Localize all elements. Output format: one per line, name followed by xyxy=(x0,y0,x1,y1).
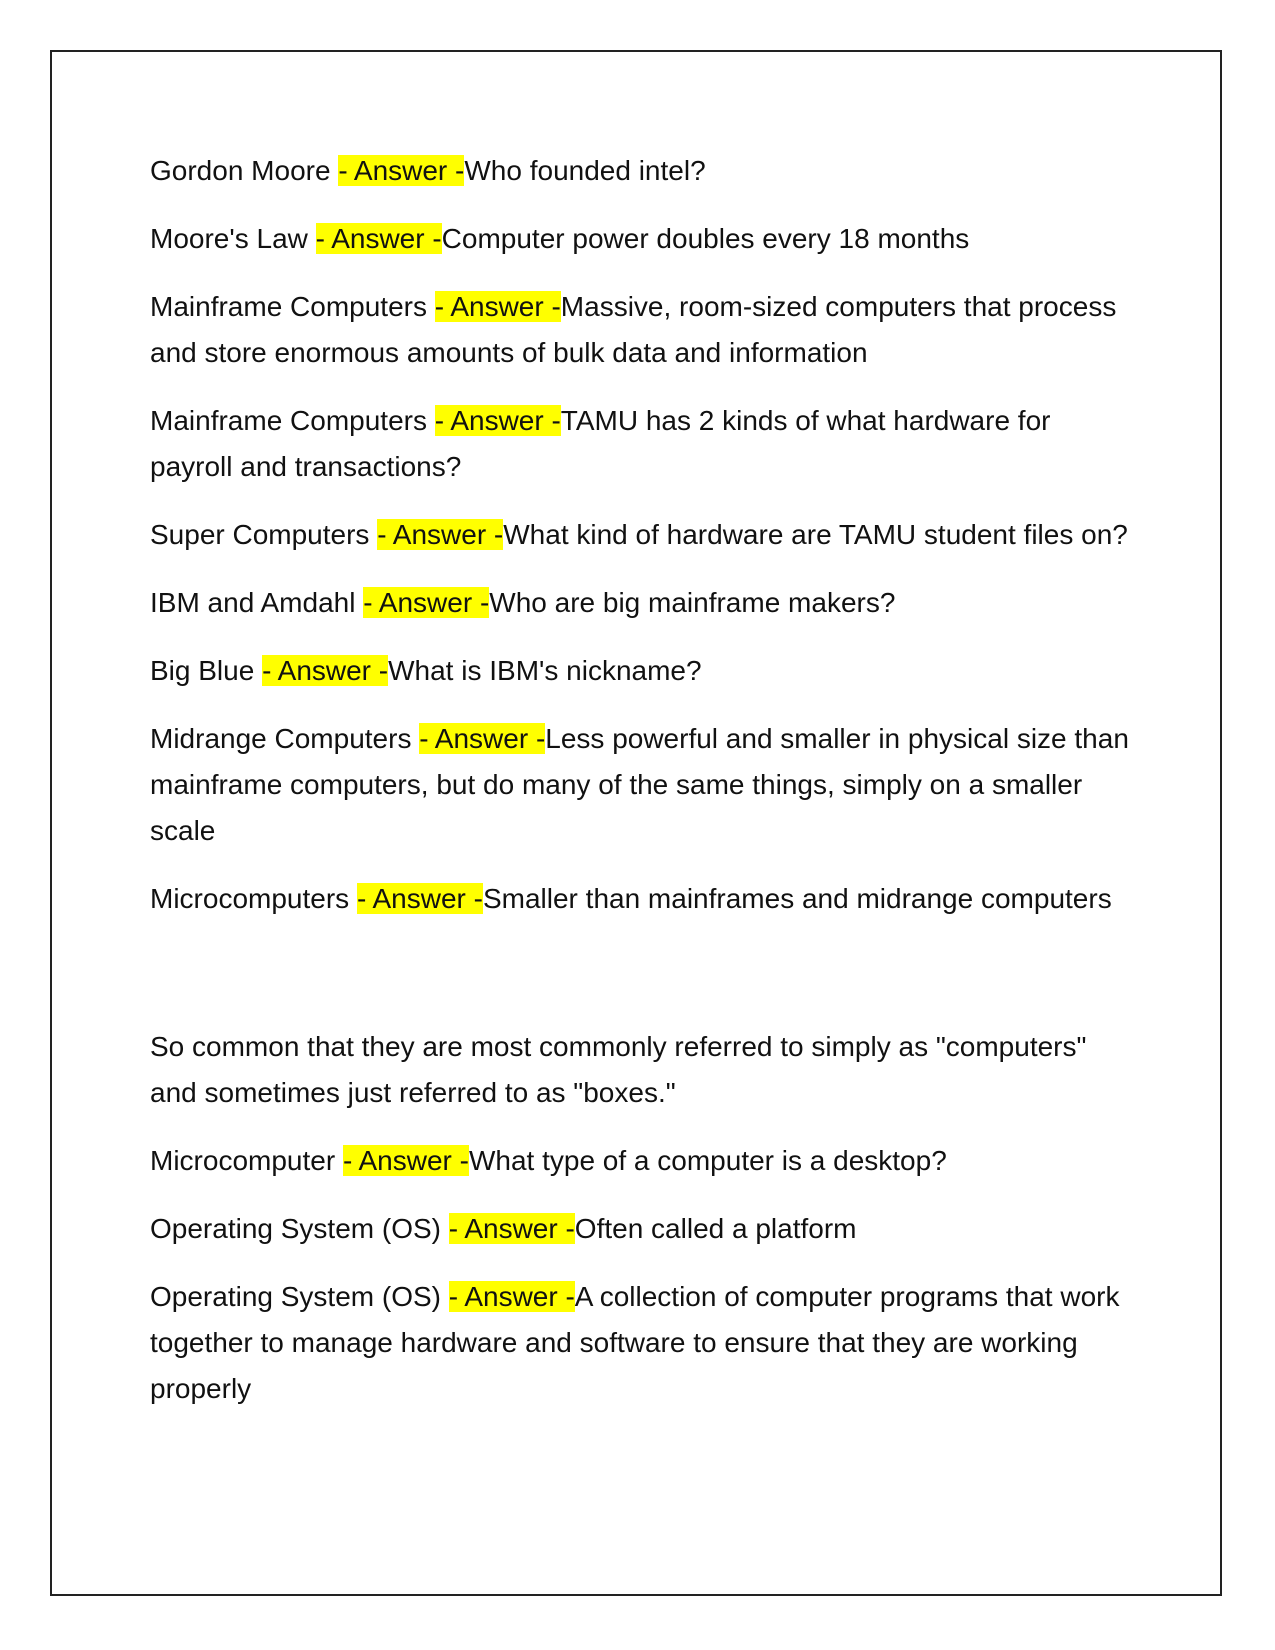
entry-term: Midrange Computers xyxy=(150,723,420,754)
qa-entry xyxy=(150,398,1130,490)
entry-term: Mainframe Computers xyxy=(150,291,435,322)
document-body xyxy=(150,148,1130,1434)
answer-separator: - Answer - xyxy=(434,405,561,436)
answer-separator: - Answer - xyxy=(315,223,442,254)
entry-definition: Computer power doubles every 18 months xyxy=(441,223,970,254)
answer-separator: - Answer - xyxy=(434,291,561,322)
answer-separator: - Answer - xyxy=(363,587,490,618)
qa-entry xyxy=(150,876,1130,922)
entry-term: Super Computers xyxy=(150,519,378,550)
answer-separator: - Answer - xyxy=(448,1281,575,1312)
answer-separator: - Answer - xyxy=(419,723,546,754)
entry-definition: What kind of hardware are TAMU student files on? xyxy=(503,519,1128,550)
continuation-paragraph: So common that they are most commonly referred to simply as "computers" and sometimes just referred to as "boxes." xyxy=(150,1031,1087,1108)
answer-separator: - Answer - xyxy=(338,155,465,186)
answer-separator: - Answer - xyxy=(377,519,504,550)
qa-entry xyxy=(150,284,1130,376)
qa-entry xyxy=(150,648,1130,694)
entry-term: Moore's Law xyxy=(150,223,316,254)
qa-entry xyxy=(150,716,1130,854)
entry-term: Microcomputers xyxy=(150,883,357,914)
qa-entry xyxy=(150,1206,1130,1252)
entry-definition: Often called a platform xyxy=(574,1213,857,1244)
entry-term: Mainframe Computers xyxy=(150,405,435,436)
answer-separator: - Answer - xyxy=(356,883,483,914)
entry-definition: What is IBM's nickname? xyxy=(388,655,702,686)
entry-definition: Smaller than mainframes and midrange computers xyxy=(482,883,1112,914)
entry-definition: Who are big mainframe makers? xyxy=(489,587,896,618)
entry-definition: Less powerful and smaller in physical size than mainframe computers, but do many of the same things, simply on a smaller scale xyxy=(150,723,1129,846)
entry-definition: Who founded intel? xyxy=(464,155,706,186)
entry-term: Microcomputer xyxy=(150,1145,343,1176)
qa-entry xyxy=(150,216,1130,262)
qa-entry xyxy=(150,1138,1130,1184)
entry-definition: TAMU has 2 kinds of what hardware for payroll and transactions? xyxy=(150,405,1051,482)
entry-definition: What type of a computer is a desktop? xyxy=(468,1145,947,1176)
qa-entry xyxy=(150,148,1130,194)
qa-entry xyxy=(150,1274,1130,1412)
entry-term: Gordon Moore xyxy=(150,155,339,186)
qa-entry xyxy=(150,512,1130,558)
answer-separator: - Answer - xyxy=(448,1213,575,1244)
paragraph-gap xyxy=(150,944,1130,1024)
entry-term: Operating System (OS) xyxy=(150,1213,449,1244)
answer-separator: - Answer - xyxy=(262,655,389,686)
qa-entry xyxy=(150,580,1130,626)
entry-term: Big Blue xyxy=(150,655,263,686)
entry-definition: A collection of computer programs that work together to manage hardware and software to ensure that they are working properly xyxy=(150,1281,1120,1404)
entry-term: Operating System (OS) xyxy=(150,1281,449,1312)
entry-term: IBM and Amdahl xyxy=(150,587,364,618)
entry-definition: Massive, room-sized computers that process and store enormous amounts of bulk data and information xyxy=(150,291,1117,368)
answer-separator: - Answer - xyxy=(342,1145,469,1176)
